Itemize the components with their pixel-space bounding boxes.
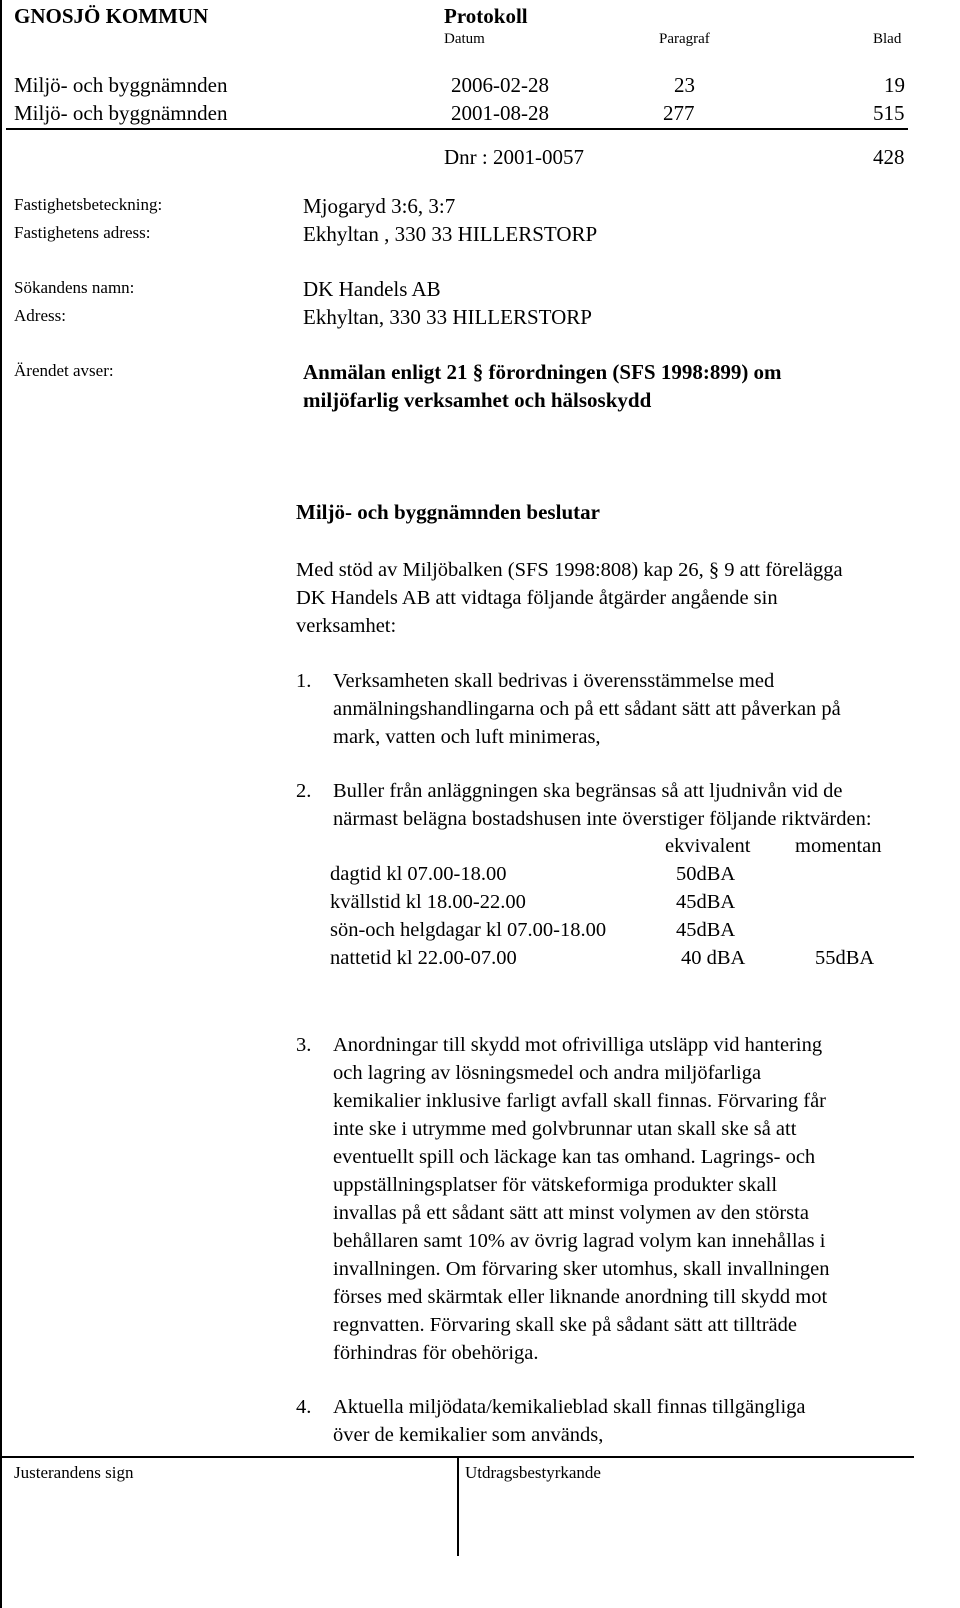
organization-name: GNOSJÖ KOMMUN bbox=[14, 4, 209, 28]
registry-date-1: 2006-02-28 bbox=[451, 73, 549, 97]
document-type: Protokoll bbox=[444, 4, 528, 28]
list-item bbox=[296, 777, 946, 837]
list-item-text: Buller från anläggningen ska begränsas så att ljudnivån vid de närmast belägna bostadshusen inte överstiger följande riktvärden: bbox=[333, 780, 872, 830]
registry-body-1: Miljö- och byggnämnden bbox=[14, 73, 228, 97]
adress-value: Ekhyltan, 330 33 HILLERSTORP bbox=[303, 305, 592, 329]
list-item-text: Verksamheten skall bedrivas i överensstämmelse med anmälningshandlingarna och på ett sådant sätt att påverkan på mark, vatten och luft minimeras, bbox=[333, 670, 841, 748]
list-item-number: 4. bbox=[296, 1396, 312, 1418]
list-item bbox=[296, 1393, 936, 1453]
noise-row-momentan: 55dBA bbox=[815, 947, 875, 969]
list-item-number: 1. bbox=[296, 670, 312, 692]
justerandens-sign-label: Justerandens sign bbox=[14, 1463, 134, 1482]
fastighetens-adress-label: Fastighetens adress: bbox=[14, 223, 151, 242]
list-item-number: 2. bbox=[296, 780, 312, 802]
decision-intro-line-3: verksamhet: bbox=[296, 615, 397, 637]
decision-intro-line-1: Med stöd av Miljöbalken (SFS 1998:808) kap 26, § 9 att förelägga bbox=[296, 559, 843, 581]
sokandens-namn-label: Sökandens namn: bbox=[14, 278, 135, 297]
fastighetens-adress-value: Ekhyltan , 330 33 HILLERSTORP bbox=[303, 222, 598, 246]
registry-date-2: 2001-08-28 bbox=[451, 101, 549, 125]
noise-row-period: kvällstid kl 18.00-22.00 bbox=[330, 891, 526, 913]
dnr-number: Dnr : 2001-0057 bbox=[444, 145, 584, 169]
decision-heading: Miljö- och byggnämnden beslutar bbox=[296, 500, 600, 524]
registry-blad-1: 19 bbox=[884, 73, 905, 97]
list-item-number: 3. bbox=[296, 1034, 312, 1056]
noise-row-ekvivalent: 45dBA bbox=[676, 891, 736, 913]
list-item-text: Aktuella miljödata/kemikalieblad skall finnas tillgängliga över de kemikalier som används, bbox=[333, 1396, 806, 1446]
dnr-blad: 428 bbox=[873, 145, 905, 169]
list-item bbox=[296, 1031, 936, 1371]
noise-row-period: sön-och helgdagar kl 07.00-18.00 bbox=[330, 919, 607, 941]
registry-blad-2: 515 bbox=[873, 101, 905, 125]
footer-divider bbox=[457, 1456, 459, 1556]
column-header-blad: Blad bbox=[873, 31, 902, 47]
fastighetsbeteckning-value: Mjogaryd 3:6, 3:7 bbox=[303, 194, 456, 218]
registry-body-2: Miljö- och byggnämnden bbox=[14, 101, 228, 125]
noise-row-ekvivalent: 45dBA bbox=[676, 919, 736, 941]
list-item bbox=[296, 667, 936, 757]
registry-paragraf-1: 23 bbox=[674, 73, 695, 97]
noise-row-ekvivalent: 50dBA bbox=[676, 863, 736, 885]
fastighetsbeteckning-label: Fastighetsbeteckning: bbox=[14, 195, 163, 214]
arendet-label: Ärendet avser: bbox=[14, 361, 114, 380]
left-margin-rule bbox=[0, 0, 2, 1608]
header-rule bbox=[6, 128, 908, 130]
arendet-line-2: miljöfarlig verksamhet och hälsoskydd bbox=[303, 388, 652, 412]
noise-col-momentan: momentan bbox=[795, 835, 882, 857]
decision-intro-line-2: DK Handels AB att vidtaga följande åtgärder angående sin bbox=[296, 587, 778, 609]
registry-paragraf-2: 277 bbox=[663, 101, 695, 125]
noise-row-period: dagtid kl 07.00-18.00 bbox=[330, 863, 507, 885]
adress-label: Adress: bbox=[14, 306, 66, 325]
noise-row-ekvivalent: 40 dBA bbox=[681, 947, 746, 969]
column-header-paragraf: Paragraf bbox=[659, 31, 710, 47]
column-header-datum: Datum bbox=[444, 31, 485, 47]
sokandens-namn-value: DK Handels AB bbox=[303, 277, 441, 301]
utdragsbestyrkande-label: Utdragsbestyrkande bbox=[465, 1463, 601, 1482]
list-item-text: Anordningar till skydd mot ofrivilliga utsläpp vid hantering och lagring av lösningsmedel och andra miljöfarliga kemikalier inklusive farligt avfall skall finnas. Förvaring får inte ske i utrymme med golvbrunnar utan skall ske så att eventuellt spill och läckage kan tas omhand. Lagrings- och uppställningsplatser för vätskeformiga produkter skall invallas på ett sådant sätt att minst volymen av den största behållaren samt 10% av övrig lagrad volym kan innehållas i invallningen. Om förvaring sker utomhus, skall invallningen förses med skärmtak eller liknande anordning till skydd mot regnvatten. Förvaring skall ske på sådant sätt att tillträde förhindras för obehöriga. bbox=[333, 1034, 830, 1364]
noise-col-ekvivalent: ekvivalent bbox=[665, 835, 751, 857]
arendet-line-1: Anmälan enligt 21 § förordningen (SFS 1998:899) om bbox=[303, 360, 782, 384]
noise-row-period: nattetid kl 22.00-07.00 bbox=[330, 947, 517, 969]
